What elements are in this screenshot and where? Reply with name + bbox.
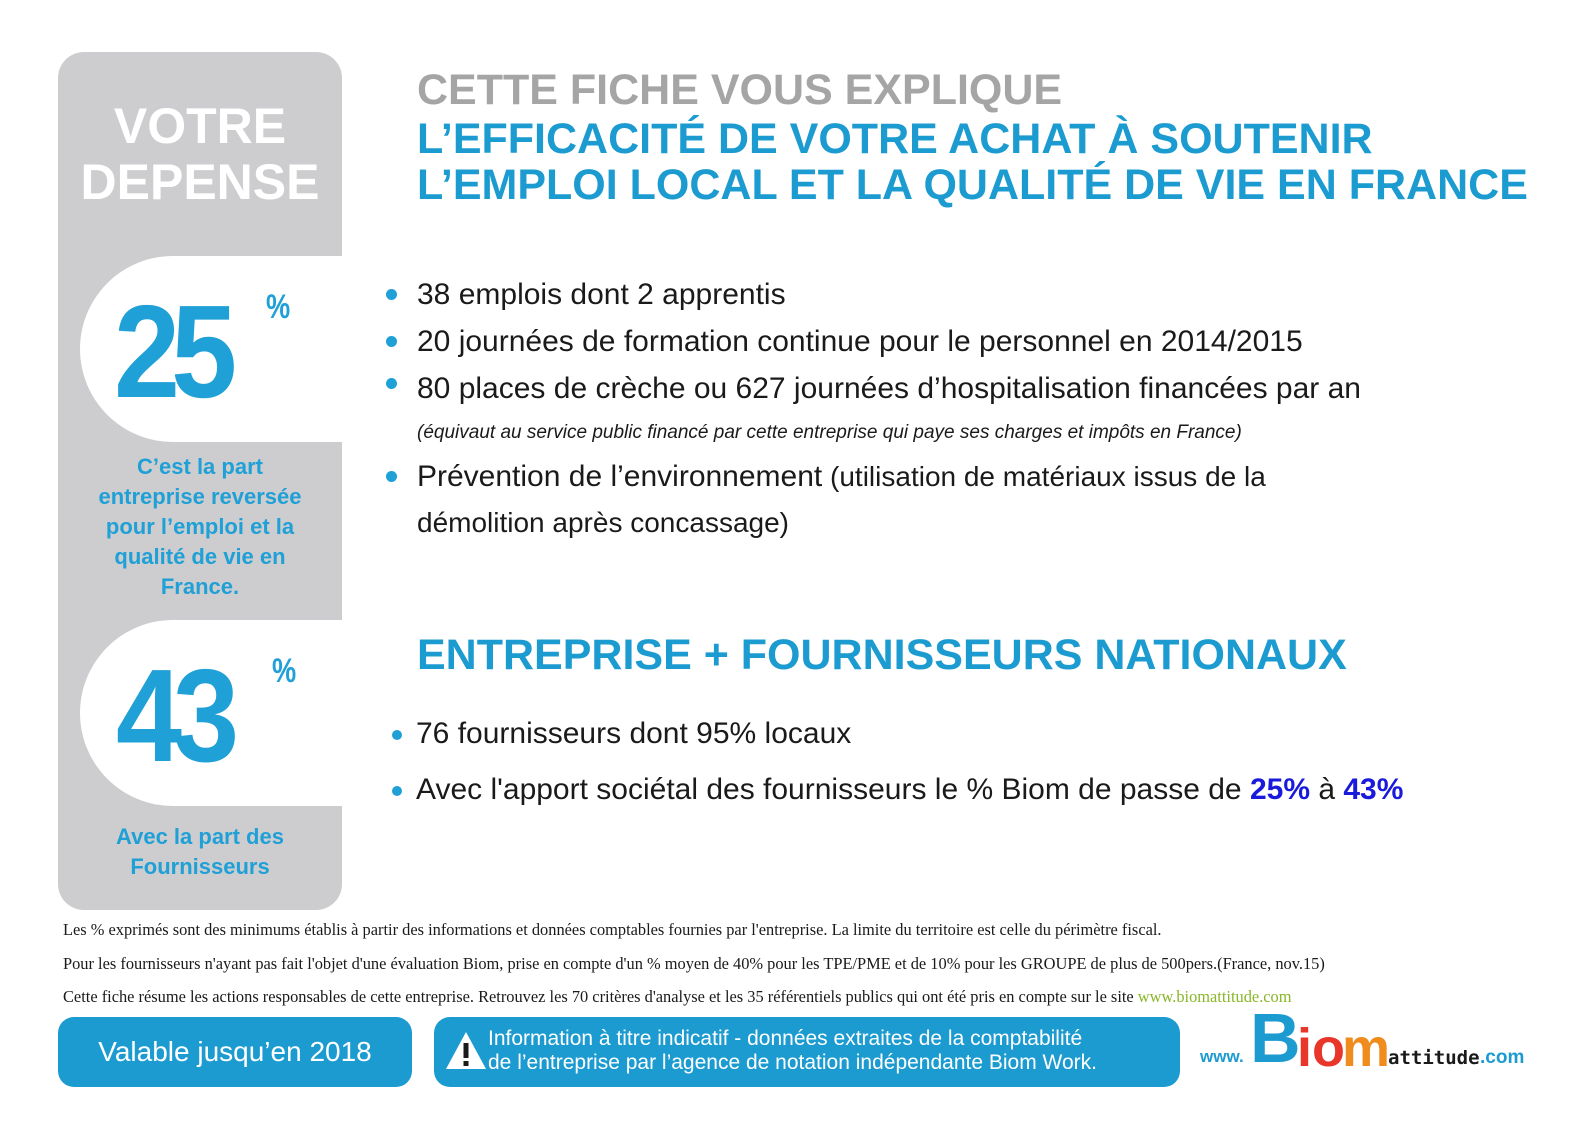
bullet-dot <box>386 378 397 389</box>
footnote-3: Cette fiche résume les actions responsables de cette entreprise. Retrouvez les 70 critères d'analyse et les 35 référentiels publics qui ont été pris en compte sur le site www.biomattitude.com <box>63 987 1292 1006</box>
logo-letter-b: B <box>1250 999 1301 1077</box>
info-line1: Information à titre indicatif - données extraites de la comptabilité <box>488 1027 1083 1050</box>
bullet-dot <box>386 336 397 347</box>
footnote-1: Les % exprimés sont des minimums établis à partir des informations et données comptables fournies par l'entreprise. La limite du territoire est celle du périmètre fiscal. <box>63 920 1162 939</box>
bullet-environment-cont: démolition après concassage) <box>417 507 789 538</box>
panel-title-line1: VOTRE <box>113 98 287 154</box>
info-text <box>488 1027 1097 1075</box>
bullet-biom-rate: Avec l'apport sociétal des fournisseurs le % Biom de passe de 25% à 43% <box>416 773 1404 806</box>
stat2-unit: % <box>272 652 297 690</box>
validity-badge <box>58 1017 412 1087</box>
stat2-value: 43 <box>116 642 231 789</box>
stat1-caption: C’est la part entreprise reversée pour l’emploi et la qualité de vie en France. <box>98 454 302 599</box>
bullet-daycare: 80 places de crèche ou 627 journées d’hospitalisation financées par an <box>417 372 1361 405</box>
header-line2: L’EFFICACITÉ DE VOTRE ACHAT À SOUTENIR <box>417 115 1373 163</box>
expense-panel <box>58 52 342 910</box>
logo-letter-i: i <box>1297 1018 1313 1078</box>
info-banner <box>434 1017 1180 1087</box>
bullet-suppliers: 76 fournisseurs dont 95% locaux <box>416 717 852 750</box>
header-line3: L’EMPLOI LOCAL ET LA QUALITÉ DE VIE EN FRANCE <box>417 161 1528 209</box>
stat2-caption: Avec la part des Fournisseurs <box>116 824 284 879</box>
logo-www: www. <box>1200 1047 1244 1066</box>
bullet-dot <box>392 730 402 740</box>
stat1-unit: % <box>266 288 291 326</box>
bullet-daycare-note: (équivaut au service public financé par cette entreprise qui paye ses charges et impôts en France) <box>417 422 1242 443</box>
bullet-dot <box>386 471 397 482</box>
bullet-employees: 38 emplois dont 2 apprentis <box>417 278 786 311</box>
validity-text: Valable jusqu’en 2018 <box>98 1036 372 1067</box>
stat2-circle <box>80 620 342 806</box>
stat1-circle <box>80 256 342 442</box>
logo-attitude: attitude <box>1388 1047 1480 1069</box>
section2-title: ENTREPRISE + FOURNISSEURS NATIONAUX <box>417 631 1347 679</box>
logo-letter-m: m <box>1342 1018 1391 1078</box>
panel-title-line2: DEPENSE <box>80 154 320 210</box>
website-link[interactable]: www.biomattitude.com <box>1137 987 1292 1006</box>
bullet-dot <box>386 289 397 300</box>
header-line1: CETTE FICHE VOUS EXPLIQUE <box>417 66 1063 114</box>
info-line2: de l’entreprise par l’agence de notation indépendante Biom Work. <box>488 1051 1097 1074</box>
logo-tld: .com <box>1480 1047 1525 1068</box>
stat1-value: 25 <box>114 278 229 425</box>
warning-icon <box>444 1029 488 1073</box>
footnote-2: Pour les fournisseurs n'ayant pas fait l'objet d'une évaluation Biom, prise en compte d'un % moyen de 40% pour les TPE/PME et de 10% pour les GROUPE de plus de 500pers.(France, nov.15) <box>63 954 1325 973</box>
logo-letter-o: o <box>1312 1018 1345 1078</box>
biom-attitude-logo[interactable] <box>1200 999 1550 1083</box>
bullet-dot <box>392 786 402 796</box>
bullet-environment: Prévention de l’environnement (utilisation de matériaux issus de la <box>417 460 1266 493</box>
bullet-training: 20 journées de formation continue pour le personnel en 2014/2015 <box>417 325 1303 358</box>
